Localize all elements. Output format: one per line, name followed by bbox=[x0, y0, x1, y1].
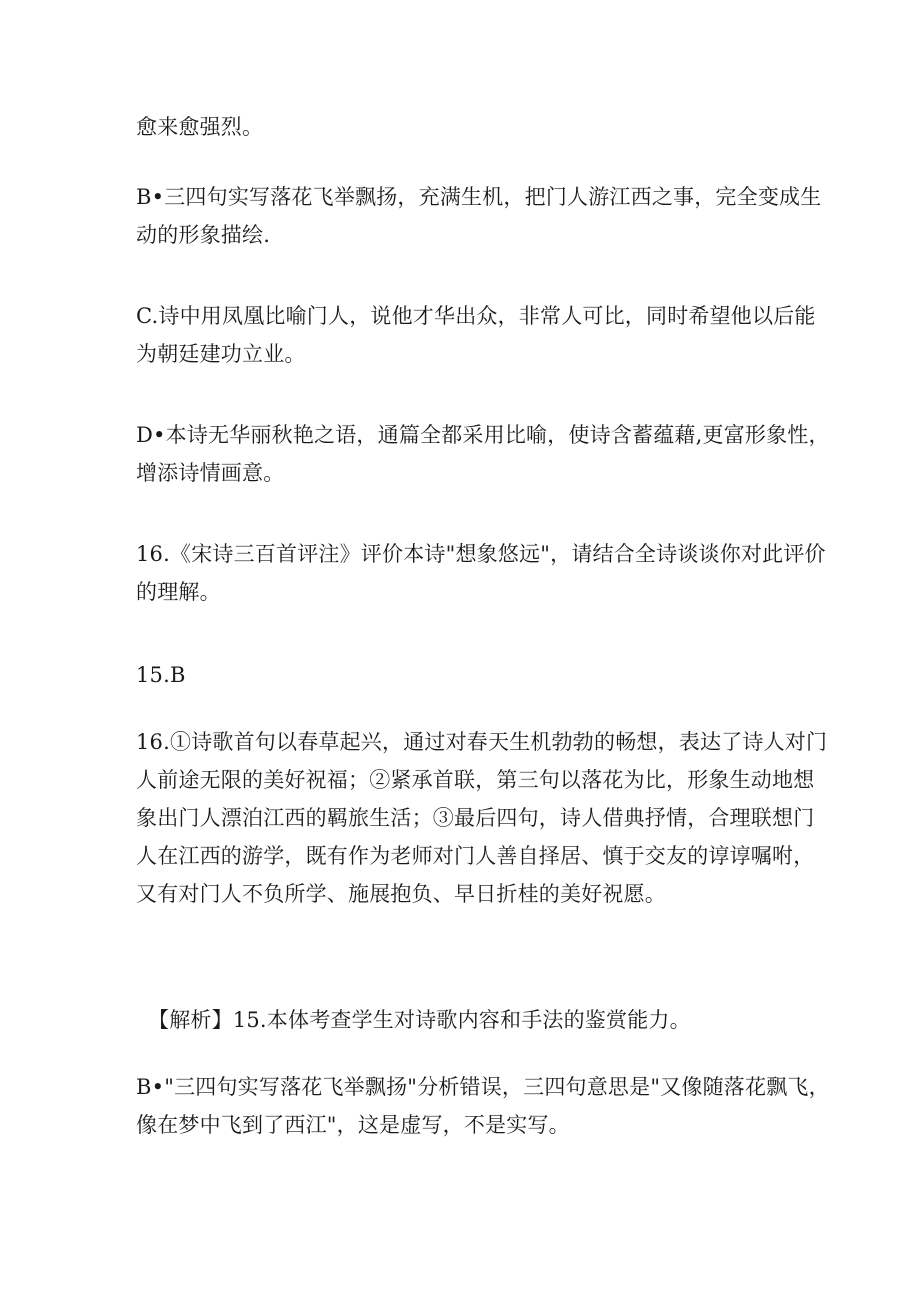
text-line: 愈来愈强烈。 bbox=[136, 115, 264, 139]
paragraph-option-c bbox=[136, 297, 816, 373]
text-line: 15.B bbox=[136, 663, 186, 687]
text-line: 16.《宋诗三百首评注》评价本诗"想象悠远"，请结合全诗谈谈你对此评价 bbox=[136, 542, 826, 566]
paragraph-analysis-heading bbox=[148, 1001, 828, 1039]
paragraph-answer-16 bbox=[136, 723, 828, 913]
text-line: 人在江西的游学，既有作为老师对门人善自择居、慎于交友的谆谆嘱咐， bbox=[136, 844, 815, 868]
paragraph-option-d bbox=[136, 416, 830, 492]
text-line: 为朝廷建功立业。 bbox=[136, 342, 306, 366]
text-line: 人前途无限的美好祝福；②紧承首联，第三句以落花为比，形象生动地想 bbox=[136, 768, 815, 792]
text-line: B•三四句实写落花飞举飘扬，充满生机，把门人游江西之事，完全变成生 bbox=[136, 185, 822, 209]
paragraph-analysis-b bbox=[136, 1068, 830, 1144]
paragraph-continuation bbox=[136, 108, 816, 146]
text-line: 的理解。 bbox=[136, 580, 221, 604]
text-line: C.诗中用凤凰比喻门人，说他才华出众，非常人可比，同时希望他以后能 bbox=[136, 304, 816, 328]
text-line: 像在梦中飞到了西江"，这是虚写，不是实写。 bbox=[136, 1113, 570, 1137]
paragraph-answer-15 bbox=[136, 656, 816, 694]
text-line: 又有对门人不负所学、施展抱负、早日折桂的美好祝愿。 bbox=[136, 882, 666, 906]
text-line: 【解析】15.本体考查学生对诗歌内容和手法的鉴赏能力。 bbox=[148, 1008, 691, 1032]
text-line: 动的形象描绘. bbox=[136, 223, 271, 247]
paragraph-question-16 bbox=[136, 535, 826, 611]
text-line: D•本诗无华丽秋艳之语，通篇全都采用比喻，使诗含蓄蕴藉,更富形象性， bbox=[136, 423, 830, 447]
text-line: B•"三四句实写落花飞举飘扬"分析错误，三四句意思是"又像随落花飘飞， bbox=[136, 1075, 830, 1099]
paragraph-option-b bbox=[136, 178, 822, 254]
text-line: 增添诗情画意。 bbox=[136, 461, 285, 485]
text-line: 象出门人漂泊江西的羁旅生活；③最后四句，诗人借典抒情，合理联想门 bbox=[136, 806, 815, 830]
text-line: 16.①诗歌首句以春草起兴，通过对春天生机勃勃的畅想，表达了诗人对门 bbox=[136, 730, 828, 754]
